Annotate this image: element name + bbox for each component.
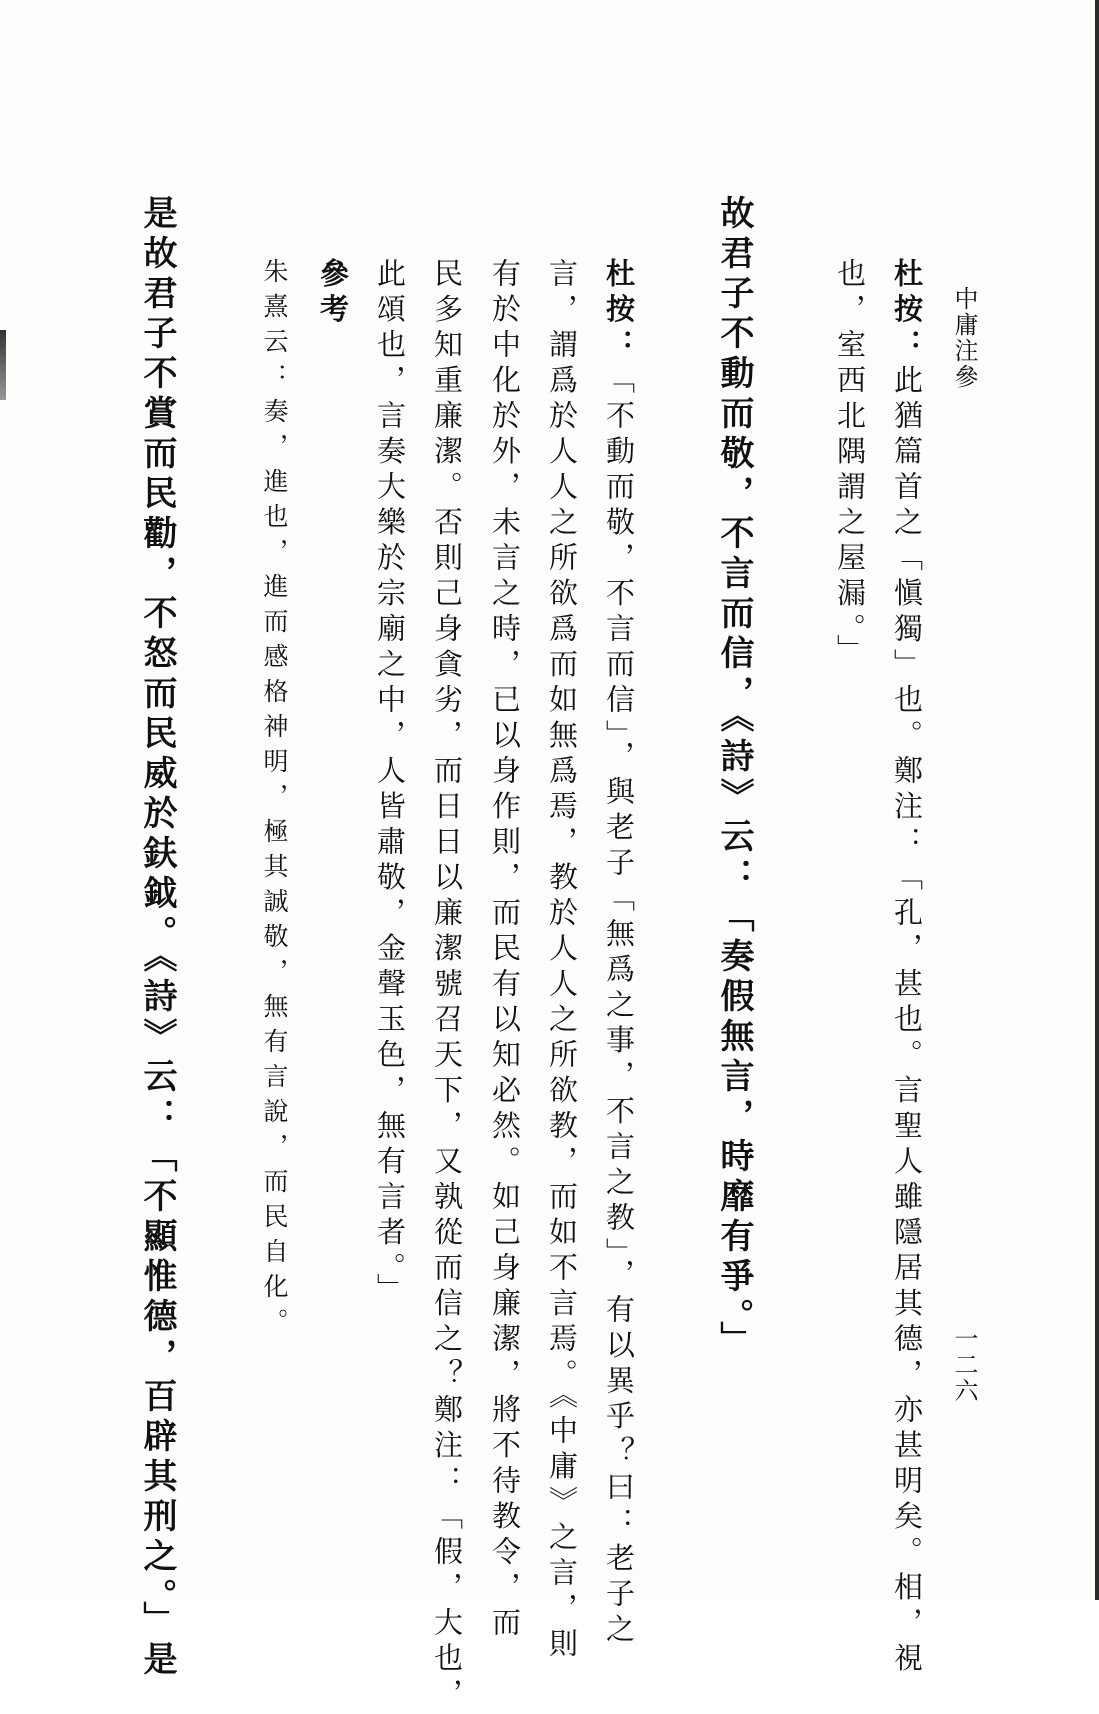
- commentary-label: 杜按：: [602, 258, 636, 365]
- column-text: 民多知重廉潔。否則己身貪劣，而日日以廉潔號召天下，又孰從而信之？鄭注：「假，大也，: [430, 258, 464, 1714]
- page-number: 一二六: [950, 1326, 978, 1404]
- text-column-7: [430, 258, 464, 1714]
- column-text: 此猶篇首之「愼獨」也。鄭注：「孔，甚也。言聖人雖隱居其德，亦甚明矣。相，視: [890, 364, 924, 1678]
- main-text-column-2: [137, 195, 177, 1681]
- column-text: 是故君子不賞而民勸，不怒而民威於鈇鉞。《詩》云：「不顯惟德，百辟其刑之。」是: [137, 195, 177, 1681]
- text-column-5: [545, 258, 579, 1664]
- column-text: 「不動而敬，不言而信」，與老子「無爲之事，不言之教」，有以異乎？曰：老子之: [602, 364, 636, 1649]
- scan-right-edge: [1095, 0, 1099, 1600]
- column-text: 朱熹云：奏，進也，進而感格神明，極其誠敬，無有言說，而民自化。: [260, 258, 289, 1343]
- column-text: 也，室西北隅謂之屋漏。」: [833, 258, 867, 670]
- text-column-2: [833, 258, 867, 670]
- reference-heading: [316, 258, 350, 329]
- commentary-label: 杜按：: [890, 258, 924, 365]
- column-text: 故君子不動而敬，不言而信，《詩》云：「奏假無言，時靡有爭。」: [714, 195, 754, 1361]
- text-column-4: [602, 258, 636, 1649]
- text-column-1: [890, 258, 924, 1678]
- reference-note-column: [262, 258, 287, 1343]
- scan-edge-mark: [0, 330, 6, 400]
- main-text-column: [714, 195, 754, 1361]
- reference-label: 參考: [316, 258, 350, 329]
- text-column-8: [373, 258, 407, 1309]
- column-text: 此頌也，言奏大樂於宗廟之中，人皆肅敬，金聲玉色，無有言者。」: [373, 258, 407, 1309]
- column-text: 言，謂爲於人人之所欲爲而如無爲焉，教於人人之所欲教，而如不言焉。《中庸》之言，則: [545, 258, 579, 1664]
- column-text: 有於中化於外，未言之時，已以身作則，而民有以知必然。如己身廉潔，將不待教令，而: [488, 258, 522, 1643]
- book-title: 中庸注參: [950, 286, 978, 390]
- text-column-6: [488, 258, 522, 1643]
